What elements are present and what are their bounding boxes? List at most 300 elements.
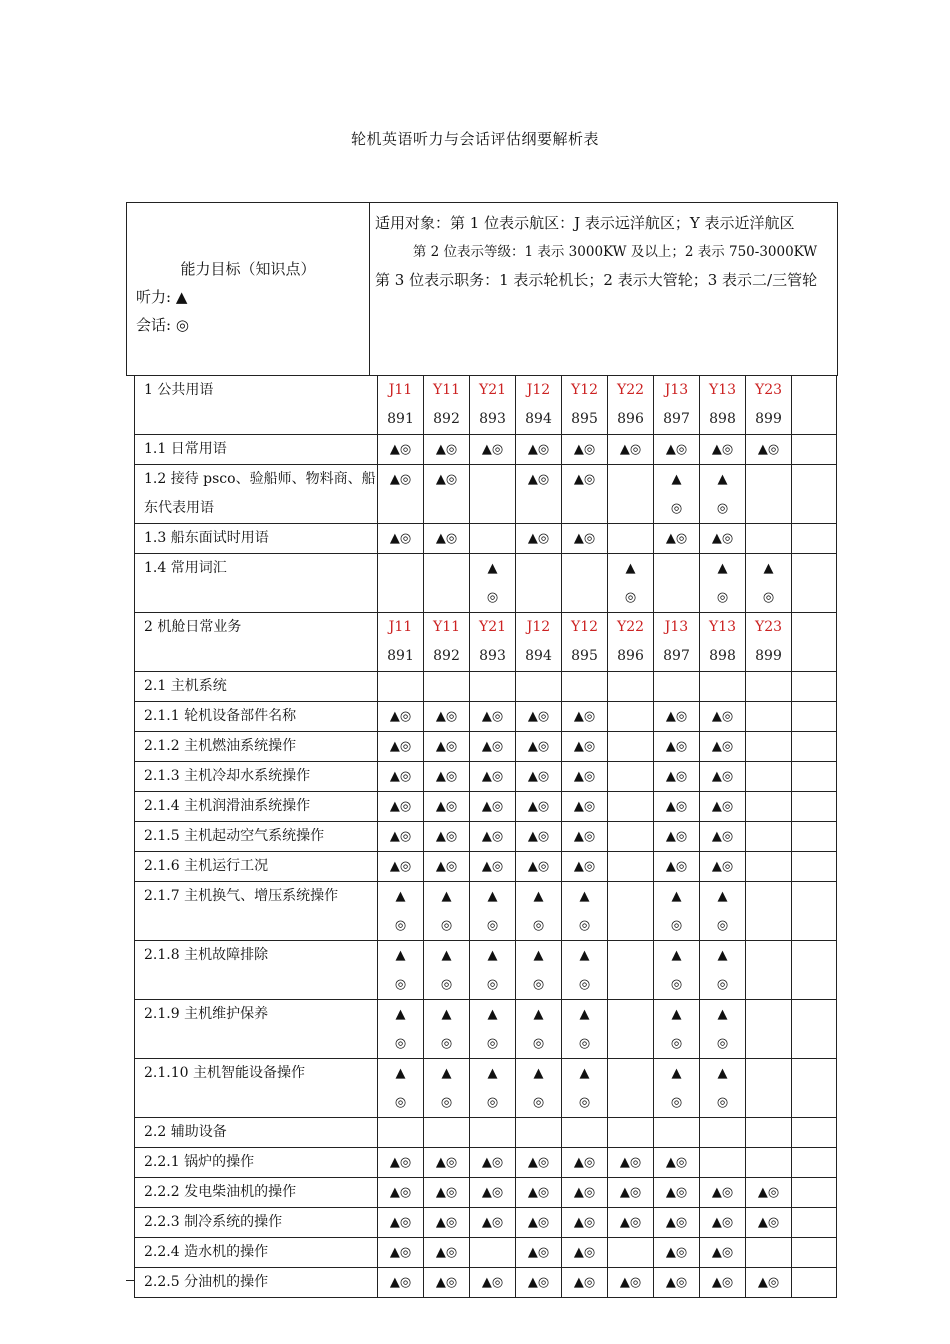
- assessment-mark: ▲◎: [435, 531, 458, 546]
- table-cell: [654, 435, 700, 465]
- table-cell: [424, 1000, 470, 1059]
- table-cell: [470, 792, 516, 822]
- table-cell: [562, 1000, 608, 1059]
- table-cell: [516, 1059, 562, 1118]
- table-cell: [470, 613, 516, 672]
- table-cell: [700, 672, 746, 702]
- assessment-mark: ▲◎: [757, 1215, 780, 1230]
- table-row: [135, 524, 837, 554]
- assessment-mark: ▲◎: [757, 1185, 780, 1200]
- assessment-mark: ▲◎: [711, 829, 734, 844]
- table-cell: [608, 554, 654, 613]
- table-cell: [654, 762, 700, 792]
- table-cell: [424, 435, 470, 465]
- table-cell: [516, 672, 562, 702]
- assessment-mark: ▲◎: [711, 739, 734, 754]
- table-cell: [562, 762, 608, 792]
- table-cell: [378, 852, 424, 882]
- table-row: [135, 882, 837, 941]
- table-cell: [424, 1118, 470, 1148]
- table-cell: [700, 1000, 746, 1059]
- code-label: Y23: [754, 382, 783, 398]
- assessment-mark: ▲◎: [481, 859, 504, 874]
- code-number: 894: [525, 648, 552, 664]
- table-cell: [562, 1118, 608, 1148]
- row-label: 2.2.2 发电柴油机的操作: [135, 1178, 378, 1208]
- assessment-mark: ▲◎: [527, 1185, 550, 1200]
- table-cell: [608, 882, 654, 941]
- listening-mark: ▲: [487, 948, 498, 963]
- table-cell-empty: [792, 762, 837, 792]
- assessment-mark: ▲◎: [527, 442, 550, 457]
- table-cell: [746, 941, 792, 1000]
- table-cell: [470, 465, 516, 524]
- row-label: 2.1 主机系统: [135, 672, 378, 702]
- table-cell: [516, 435, 562, 465]
- table-cell: [608, 792, 654, 822]
- table-cell: [470, 672, 516, 702]
- assessment-mark: ▲◎: [389, 442, 412, 457]
- table-cell: [378, 941, 424, 1000]
- assessment-mark: ▲◎: [573, 829, 596, 844]
- table-cell: [746, 732, 792, 762]
- assessment-mark: ▲◎: [389, 1245, 412, 1260]
- assessment-mark: ▲◎: [527, 739, 550, 754]
- table-cell: [470, 732, 516, 762]
- code-number: 896: [617, 648, 644, 664]
- table-cell: [470, 1178, 516, 1208]
- table-cell-empty: [792, 702, 837, 732]
- assessment-mark: ▲◎: [481, 829, 504, 844]
- table-cell: [654, 554, 700, 613]
- table-cell: [608, 1118, 654, 1148]
- assessment-mark: ▲◎: [435, 1155, 458, 1170]
- table-cell-empty: [792, 1208, 837, 1238]
- table-cell: [700, 852, 746, 882]
- code-number: 897: [663, 648, 690, 664]
- code-label: Y12: [570, 382, 599, 398]
- table-cell: [700, 613, 746, 672]
- table-cell-empty: [792, 822, 837, 852]
- assessment-mark: ▲◎: [389, 1215, 412, 1230]
- row-label: 2.1.8 主机故障排除: [135, 941, 378, 1000]
- assessment-mark: ▲◎: [619, 1215, 642, 1230]
- table-cell: [424, 524, 470, 554]
- assessment-mark: ▲◎: [573, 769, 596, 784]
- table-cell: [654, 1238, 700, 1268]
- code-label: Y22: [616, 382, 645, 398]
- assessment-mark: ▲◎: [481, 709, 504, 724]
- speaking-mark: ◎: [670, 977, 683, 992]
- listening-mark: ▲: [533, 889, 544, 904]
- assessment-mark: ▲◎: [435, 1245, 458, 1260]
- table-cell: [424, 1059, 470, 1118]
- table-cell: [424, 1238, 470, 1268]
- table-cell: [654, 1118, 700, 1148]
- table-cell: [562, 524, 608, 554]
- table-cell: [746, 702, 792, 732]
- table-cell: [608, 1059, 654, 1118]
- speaking-mark: ◎: [762, 590, 775, 605]
- table-cell: [378, 702, 424, 732]
- table-cell: [516, 1118, 562, 1148]
- table-cell: [516, 1208, 562, 1238]
- table-cell: [746, 465, 792, 524]
- table-cell: [746, 1059, 792, 1118]
- assessment-mark: ▲◎: [711, 1275, 734, 1290]
- assessment-mark: ▲◎: [389, 799, 412, 814]
- assessment-mark: ▲◎: [619, 1155, 642, 1170]
- speaking-mark: ◎: [394, 1036, 407, 1051]
- table-cell: [654, 882, 700, 941]
- row-label: 1.2 接待 psco、验船师、物料商、船东代表用语: [135, 465, 378, 524]
- listening-mark: ▲: [441, 1007, 452, 1022]
- assessment-mark: ▲◎: [711, 531, 734, 546]
- speaking-mark: ◎: [716, 501, 729, 516]
- assessment-mark: ▲◎: [527, 531, 550, 546]
- table-cell-empty: [792, 613, 837, 672]
- assessment-mark: ▲◎: [389, 829, 412, 844]
- table-row: [135, 554, 837, 613]
- assessment-mark: ▲◎: [665, 531, 688, 546]
- table-cell: [562, 792, 608, 822]
- table-cell-empty: [792, 1000, 837, 1059]
- speaking-mark: ◎: [532, 1095, 545, 1110]
- assessment-mark: ▲◎: [573, 1155, 596, 1170]
- table-cell: [746, 1178, 792, 1208]
- table-cell: [516, 702, 562, 732]
- assessment-mark: ▲◎: [389, 1155, 412, 1170]
- row-label: 2.1.9 主机维护保养: [135, 1000, 378, 1059]
- table-cell: [516, 1268, 562, 1298]
- listening-mark: ▲: [671, 889, 682, 904]
- listening-mark: ▲: [717, 948, 728, 963]
- assessment-mark: ▲◎: [481, 799, 504, 814]
- listening-mark: ▲: [487, 1007, 498, 1022]
- speaking-mark: ◎: [440, 1095, 453, 1110]
- table-cell-empty: [792, 941, 837, 1000]
- table-cell: [470, 762, 516, 792]
- table-cell: [608, 465, 654, 524]
- table-cell: [654, 852, 700, 882]
- speaking-mark: ◎: [670, 1036, 683, 1051]
- table-cell: [608, 613, 654, 672]
- table-cell: [378, 613, 424, 672]
- row-label: 2.2.3 制冷系统的操作: [135, 1208, 378, 1238]
- table-cell: [746, 1238, 792, 1268]
- table-cell: [746, 435, 792, 465]
- table-cell: [654, 1268, 700, 1298]
- code-label: Y22: [616, 619, 645, 635]
- speaking-mark: ◎: [532, 1036, 545, 1051]
- assessment-mark: ▲◎: [527, 709, 550, 724]
- table-cell: [608, 1238, 654, 1268]
- table-cell-empty: [792, 1118, 837, 1148]
- code-label: Y11: [432, 619, 461, 635]
- assessment-mark: ▲◎: [527, 1155, 550, 1170]
- table-cell: [378, 524, 424, 554]
- speaking-mark: ◎: [624, 590, 637, 605]
- header-box: [126, 202, 838, 376]
- assessment-mark: ▲◎: [527, 769, 550, 784]
- row-label: 1.3 船东面试时用语: [135, 524, 378, 554]
- table-cell: [562, 882, 608, 941]
- table-cell: [378, 1178, 424, 1208]
- table-cell: [516, 941, 562, 1000]
- section-row: [135, 613, 837, 672]
- listening-mark: ▲: [395, 889, 406, 904]
- code-label: J12: [526, 619, 551, 635]
- table-cell: [608, 941, 654, 1000]
- code-number: 891: [387, 648, 414, 664]
- section-row: [135, 376, 837, 435]
- assessment-mark: ▲◎: [619, 442, 642, 457]
- table-cell: [424, 732, 470, 762]
- assessment-mark: ▲◎: [527, 829, 550, 844]
- assessment-mark: ▲◎: [665, 1155, 688, 1170]
- assessment-mark: ▲◎: [665, 709, 688, 724]
- table-cell: [700, 1208, 746, 1238]
- table-cell: [378, 822, 424, 852]
- code-number: 895: [571, 648, 598, 664]
- speaking-mark: ◎: [486, 1095, 499, 1110]
- table-cell: [654, 732, 700, 762]
- listening-mark: ▲: [625, 561, 636, 576]
- table-cell: [700, 524, 746, 554]
- table-cell: [746, 1268, 792, 1298]
- applicability-line-2: 第 2 位表示等级：1 表示 3000KW 及以上；2 表示 750-3000KW: [412, 243, 818, 260]
- table-cell: [608, 702, 654, 732]
- listening-mark: ▲: [671, 1007, 682, 1022]
- table-cell: [516, 762, 562, 792]
- listening-mark: ▲: [671, 472, 682, 487]
- table-cell: [470, 435, 516, 465]
- table-cell: [654, 465, 700, 524]
- table-cell: [654, 672, 700, 702]
- table-cell: [378, 435, 424, 465]
- assessment-mark: ▲◎: [481, 1215, 504, 1230]
- assessment-mark: ▲◎: [481, 1275, 504, 1290]
- listening-mark: ▲: [441, 1066, 452, 1081]
- table-cell: [562, 1059, 608, 1118]
- table-row: [135, 1178, 837, 1208]
- table-cell: [470, 1208, 516, 1238]
- table-cell: [700, 376, 746, 435]
- table-cell-empty: [792, 1059, 837, 1118]
- table-cell: [562, 376, 608, 435]
- table-cell: [378, 1208, 424, 1238]
- table-cell: [562, 1178, 608, 1208]
- row-label: 2.1.4 主机润滑油系统操作: [135, 792, 378, 822]
- table-cell: [654, 822, 700, 852]
- table-cell: [746, 1208, 792, 1238]
- code-label: J11: [388, 382, 413, 398]
- table-cell: [424, 465, 470, 524]
- assessment-mark: ▲◎: [665, 1185, 688, 1200]
- assessment-mark: ▲◎: [711, 1215, 734, 1230]
- table-row: [135, 702, 837, 732]
- speaking-mark: ◎: [716, 918, 729, 933]
- code-number: 896: [617, 411, 644, 427]
- table-cell: [470, 822, 516, 852]
- ability-target-cell: [127, 203, 369, 375]
- speaking-mark: ◎: [440, 1036, 453, 1051]
- table-cell: [608, 732, 654, 762]
- table-cell: [562, 822, 608, 852]
- table-cell: [424, 852, 470, 882]
- assessment-mark: ▲◎: [435, 769, 458, 784]
- row-label: 1.4 常用词汇: [135, 554, 378, 613]
- table-cell: [608, 1148, 654, 1178]
- speaking-mark: ◎: [532, 918, 545, 933]
- speaking-mark: ◎: [578, 918, 591, 933]
- table-cell: [654, 1059, 700, 1118]
- table-row: [135, 852, 837, 882]
- assessment-mark: ▲◎: [527, 1275, 550, 1290]
- table-cell: [562, 702, 608, 732]
- table-cell: [424, 792, 470, 822]
- table-row: [135, 465, 837, 524]
- assessment-mark: ▲◎: [573, 531, 596, 546]
- listening-mark: ▲: [717, 1007, 728, 1022]
- assessment-mark: ▲◎: [389, 739, 412, 754]
- assessment-mark: ▲◎: [435, 1275, 458, 1290]
- row-label: 2.2.4 造水机的操作: [135, 1238, 378, 1268]
- row-label: 1 公共用语: [135, 376, 378, 435]
- table-cell: [746, 1000, 792, 1059]
- assessment-mark: ▲◎: [757, 1275, 780, 1290]
- code-number: 891: [387, 411, 414, 427]
- table-cell: [700, 1238, 746, 1268]
- code-number: 893: [479, 411, 506, 427]
- speaking-mark: ◎: [486, 918, 499, 933]
- table-cell: [700, 554, 746, 613]
- table-cell: [562, 732, 608, 762]
- code-number: 894: [525, 411, 552, 427]
- applicability-cell: [375, 209, 835, 295]
- table-cell: [654, 613, 700, 672]
- table-row: [135, 792, 837, 822]
- table-cell: [700, 465, 746, 524]
- table-cell: [746, 376, 792, 435]
- table-cell: [516, 792, 562, 822]
- assessment-mark: ▲◎: [435, 739, 458, 754]
- assessment-mark: ▲◎: [435, 472, 458, 487]
- speaking-mark: ◎: [394, 1095, 407, 1110]
- table-cell: [700, 435, 746, 465]
- table-cell: [608, 762, 654, 792]
- table-cell: [562, 435, 608, 465]
- code-label: J12: [526, 382, 551, 398]
- listening-mark: ▲: [717, 472, 728, 487]
- speaking-mark: ◎: [670, 501, 683, 516]
- assessment-mark: ▲◎: [527, 472, 550, 487]
- assessment-mark: ▲◎: [711, 1245, 734, 1260]
- table-cell: [700, 762, 746, 792]
- table-cell: [654, 702, 700, 732]
- listening-legend: 听力: ▲: [136, 288, 188, 306]
- assessment-mark: ▲◎: [573, 1185, 596, 1200]
- table-cell: [746, 554, 792, 613]
- row-label: 2.1.5 主机起动空气系统操作: [135, 822, 378, 852]
- assessment-mark: ▲◎: [711, 769, 734, 784]
- assessment-mark: ▲◎: [573, 442, 596, 457]
- table-cell: [746, 822, 792, 852]
- table-cell: [424, 941, 470, 1000]
- assessment-mark: ▲◎: [573, 859, 596, 874]
- table-cell: [470, 1238, 516, 1268]
- table-cell: [746, 882, 792, 941]
- table-cell: [378, 1238, 424, 1268]
- table-cell: [746, 524, 792, 554]
- table-cell: [516, 732, 562, 762]
- assessment-mark: ▲◎: [389, 859, 412, 874]
- table-cell: [424, 1148, 470, 1178]
- assessment-mark: ▲◎: [573, 799, 596, 814]
- speaking-mark: ◎: [716, 977, 729, 992]
- table-cell: [516, 613, 562, 672]
- code-label: Y23: [754, 619, 783, 635]
- code-label: Y21: [478, 382, 507, 398]
- assessment-mark: ▲◎: [665, 769, 688, 784]
- table-cell: [424, 672, 470, 702]
- code-number: 892: [433, 648, 460, 664]
- header-divider: [369, 203, 370, 375]
- speaking-mark: ◎: [486, 977, 499, 992]
- table-cell: [562, 1238, 608, 1268]
- code-number: 895: [571, 411, 598, 427]
- table-cell: [700, 822, 746, 852]
- row-label: 2.1.6 主机运行工况: [135, 852, 378, 882]
- listening-mark: ▲: [487, 561, 498, 576]
- table-row: [135, 435, 837, 465]
- table-cell: [746, 613, 792, 672]
- assessment-mark: ▲◎: [481, 442, 504, 457]
- table-row: [135, 732, 837, 762]
- assessment-mark: ▲◎: [389, 531, 412, 546]
- table-cell: [516, 852, 562, 882]
- table-cell: [424, 882, 470, 941]
- assessment-mark: ▲◎: [435, 799, 458, 814]
- speaking-mark: ◎: [578, 1036, 591, 1051]
- code-number: 897: [663, 411, 690, 427]
- table-cell: [516, 554, 562, 613]
- assessment-mark: ▲◎: [573, 1215, 596, 1230]
- table-cell: [424, 554, 470, 613]
- assessment-mark: ▲◎: [389, 1275, 412, 1290]
- table-cell: [378, 376, 424, 435]
- table-cell-empty: [792, 882, 837, 941]
- table-cell: [608, 1000, 654, 1059]
- listening-mark: ▲: [487, 889, 498, 904]
- assessment-mark: ▲◎: [481, 769, 504, 784]
- table-cell: [470, 1000, 516, 1059]
- code-number: 893: [479, 648, 506, 664]
- table-cell: [700, 702, 746, 732]
- table-cell: [516, 1000, 562, 1059]
- listening-mark: ▲: [717, 889, 728, 904]
- table-cell: [378, 792, 424, 822]
- table-cell-empty: [792, 732, 837, 762]
- assessment-mark: ▲◎: [711, 709, 734, 724]
- table-row: [135, 762, 837, 792]
- table-cell: [516, 1148, 562, 1178]
- table-cell: [562, 672, 608, 702]
- table-cell: [654, 792, 700, 822]
- table-cell: [700, 1148, 746, 1178]
- speaking-legend: 会话: ◎: [136, 316, 189, 334]
- table-row: [135, 1000, 837, 1059]
